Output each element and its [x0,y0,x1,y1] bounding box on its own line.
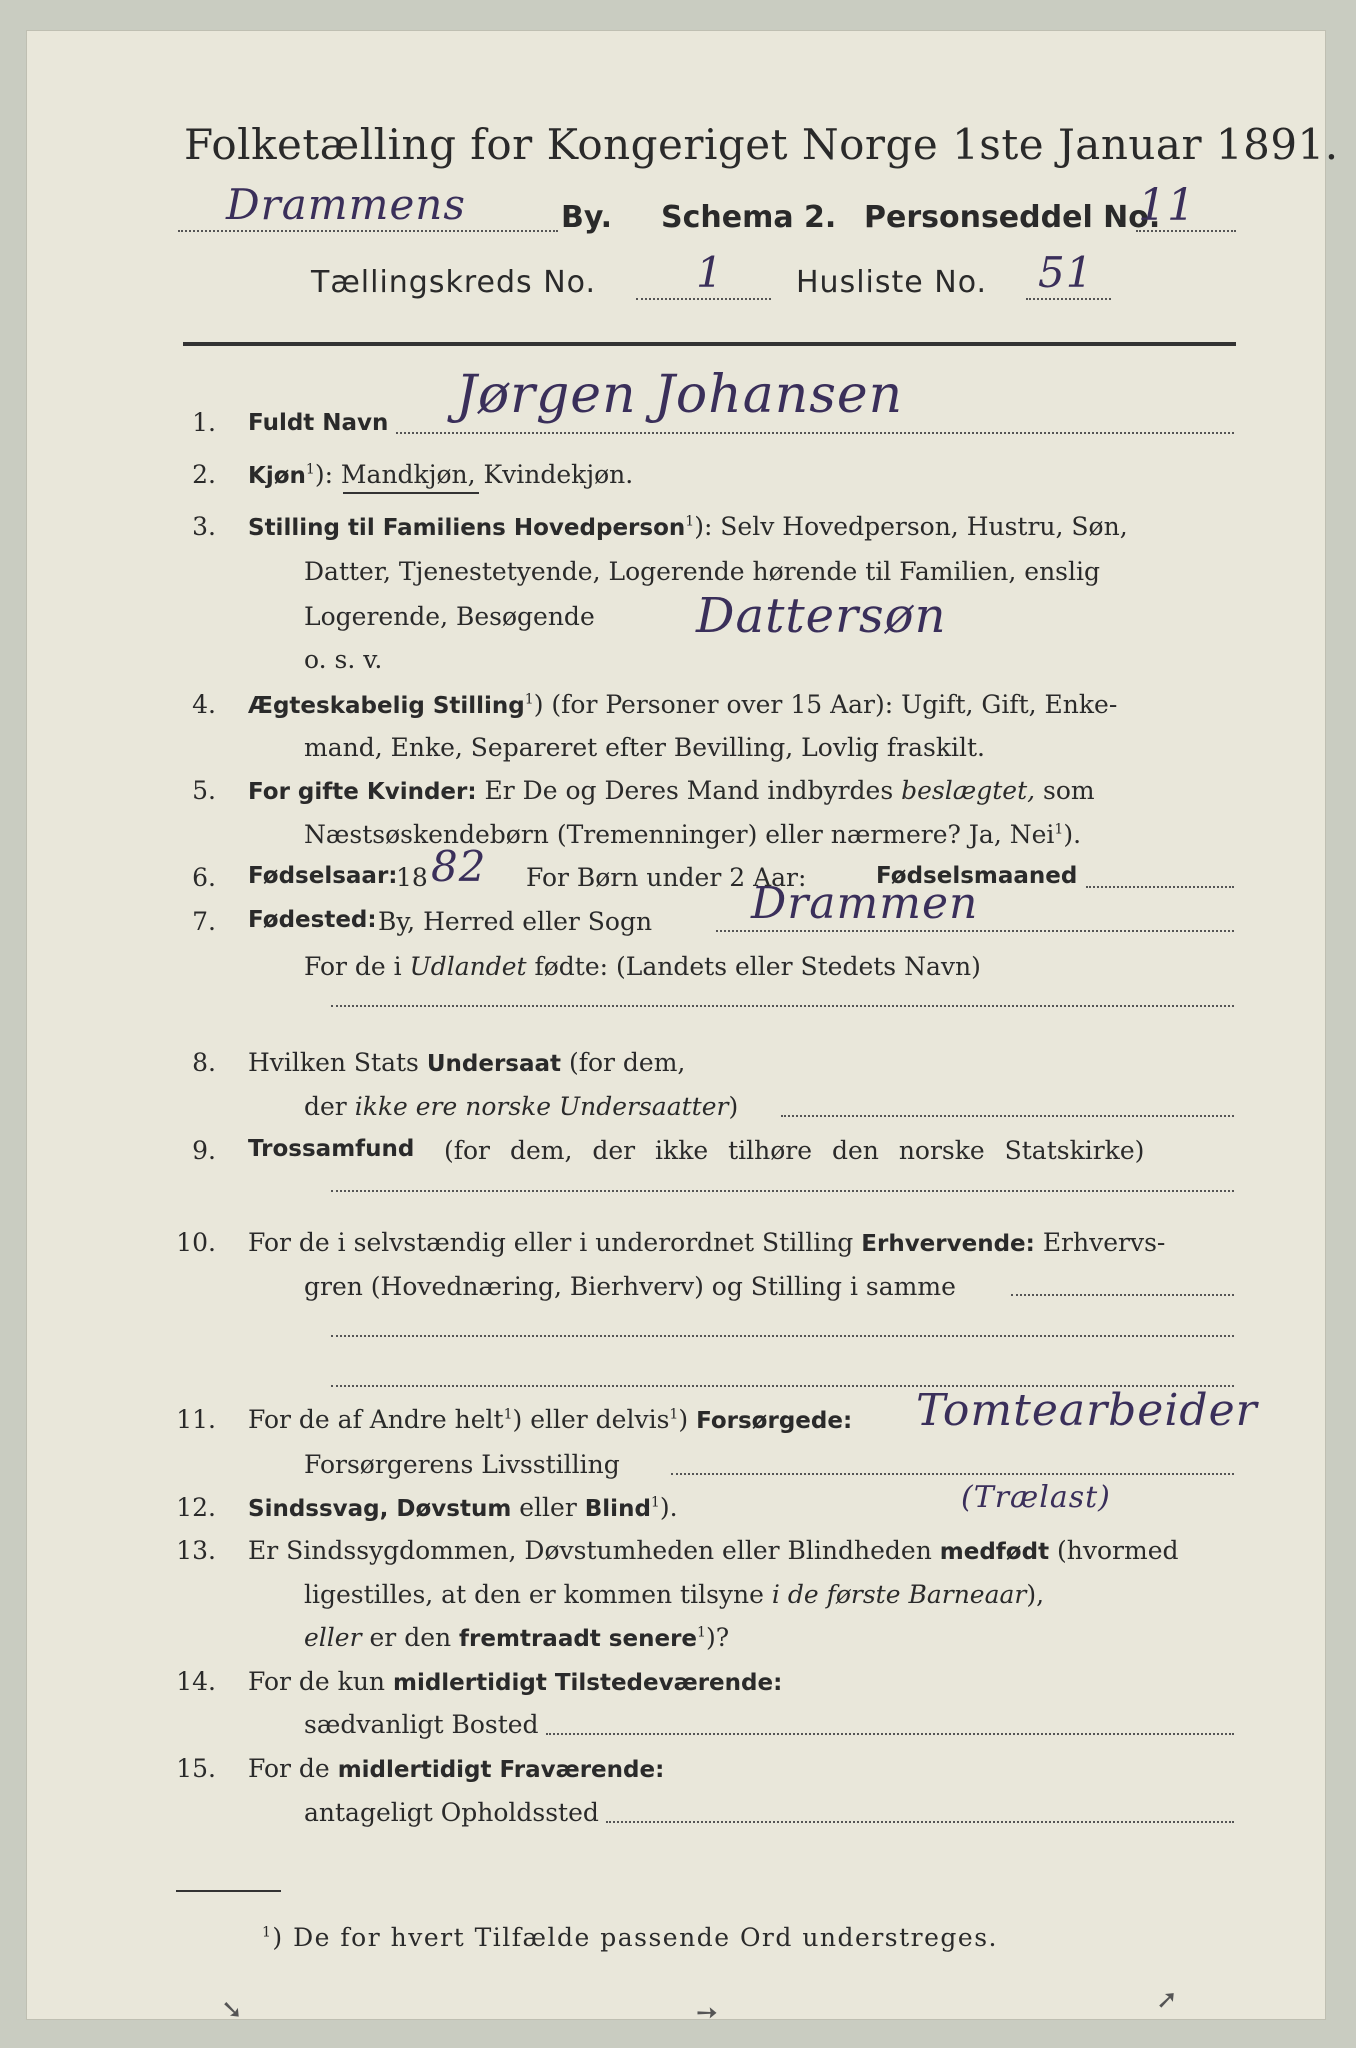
footnote-ref: 1 [669,1406,679,1423]
item-number-12: 12. [176,1493,216,1522]
medfodt-line3 [304,1623,729,1652]
name-handwritten: Jørgen Johansen [456,365,904,425]
mandkjon-underline [343,492,479,494]
fuldt-navn-line [396,432,1234,434]
undersaat-row [248,1048,685,1077]
medfodt-line3-italic: eller [304,1623,362,1652]
gifte-kvinder-label: For gifte Kvinder: [248,779,477,805]
husliste-line [1026,298,1111,300]
forsorgede-pre: For de af Andre helt [248,1405,504,1434]
trossamfund-label: Trossamfund [248,1136,415,1162]
kjon-row [248,460,633,489]
forsorgede-label: Forsørgede: [696,1408,853,1434]
undersaat-post: (for dem, [568,1048,686,1077]
by-label: By. [561,200,613,235]
tilstede-pre: For de kun [248,1667,386,1696]
margin-mark-center: ➙ [696,1998,718,2028]
trossamfund-text: (for dem, der ikke tilhøre den norske Statskirke) [444,1136,1145,1165]
udlandet-pre: For de i [304,952,402,981]
udlandet-line [331,1005,1234,1007]
stilling-line4: o. s. v. [304,645,383,674]
undersaat-line2 [304,1092,738,1121]
medfodt-line2-close: ), [1026,1580,1045,1609]
forsorger-livsstilling-label: Forsørgerens Livsstilling [304,1450,620,1479]
medfodt-line3-pre: er den [369,1623,452,1652]
closing-text: ). [1063,820,1082,849]
opholdssted-label: antageligt Opholdssted [304,1798,599,1827]
aegteskab-line2: mand, Enke, Separeret efter Bevilling, Lovlig fraskilt. [304,733,985,762]
kjon-label: Kjøn [248,463,306,489]
kreds-line [636,298,771,300]
medfodt-line2-pre: ligestilles, at den er kommen tilsyne [304,1580,764,1609]
stilling-line3: Logerende, Besøgende [304,602,595,631]
medfodt-line2-italic: i de første Barneaar [771,1580,1027,1609]
husliste-label: Husliste No. [796,265,988,300]
fuldt-navn-label: Fuldt Navn [248,410,389,436]
personseddel-label: Personseddel No. [864,200,1161,235]
stilling-row [248,512,1128,541]
footnote-marker: 1 [262,1924,273,1941]
footnote-ref: 1 [503,1406,513,1423]
medfodt-line3-close: )? [705,1623,730,1652]
kreds-number-handwritten: 1 [696,248,724,297]
footnote-ref: 1 [685,513,695,530]
trossamfund-line [331,1190,1234,1192]
erhverv-line-a [1011,1294,1234,1296]
fodselsaar-label: Fødselsaar: [248,863,398,889]
udlandet-text: Udlandet [409,952,527,981]
fravaerende-pre: For de [248,1754,330,1783]
gifte-kvinder-question: Er De og Deres Mand indbyrdes [484,776,894,805]
stilling-label: Stilling til Familiens Hovedperson [248,515,686,541]
census-form-sheet [26,30,1339,2028]
erhverv-label: Erhvervende: [861,1231,1035,1257]
fodested-label: Fødested: [248,907,377,933]
footnote-ref: 1 [1054,821,1064,838]
item-number-2: 2. [192,460,216,489]
erhverv-pre: For de i selvstændig eller i underordnet Stilling [248,1228,854,1257]
tilstede-label: midlertidigt Tilstedeværende: [392,1670,783,1696]
erhverv-row [248,1228,1165,1257]
undersaat-line2-close: ) [728,1092,739,1121]
stilling-handwritten: Dattersøn [696,588,947,644]
fravaerende-row [248,1754,664,1783]
birthplace-handwritten: Drammen [751,878,979,929]
bosted-label: sædvanligt Bosted [304,1710,539,1739]
fodselsmaaned-label: Fødselsmaaned [876,863,1078,889]
undersaat-line2-pre: der [304,1092,347,1121]
item-number-8: 8. [192,1048,216,1077]
aegteskab-row [248,690,1117,719]
item-number-13: 13. [176,1536,216,1565]
footnote-rule [176,1890,281,1892]
udlandet-row [304,952,981,981]
undersaat-pre: Hvilken Stats [248,1048,419,1077]
blind-label: Blind [584,1496,651,1522]
tilstede-row [248,1667,782,1696]
undersaat-label: Undersaat [426,1051,562,1077]
fodselsmaaned-line [1086,886,1234,888]
header-rule [183,342,1236,346]
husliste-number-handwritten: 51 [1038,248,1094,297]
item-number-15: 15. [176,1754,216,1783]
fodested-options: By, Herred eller Sogn [378,907,653,936]
sindssvag-end: ). [659,1493,678,1522]
gifte-kvinder-line2-text: Næstsøskendebørn (Tremenninger) eller nærmere? Ja, Nei [304,820,1055,849]
footnote-ref: 1 [305,461,315,478]
margin-mark-right: ➚ [1156,1985,1178,2015]
kreds-label: Tællingskreds No. [311,265,596,300]
undersaat-line2-italic: ikke ere norske Undersaatter [354,1092,729,1121]
city-handwritten: Drammens [226,180,466,229]
medfodt-post: (hvormed [1057,1536,1179,1565]
medfodt-label: medfødt [939,1539,1050,1565]
forsorger-handwritten: Tomtearbeider [916,1385,1258,1436]
item-number-5: 5. [192,776,216,805]
city-line [178,230,558,232]
forsorger-line [671,1473,1234,1475]
fremtraadt-label: fremtraadt senere [459,1626,698,1652]
item-number-10: 10. [176,1228,216,1257]
sindssvag-row [248,1493,678,1522]
footnote [262,1923,998,1952]
forsorgede-row: For de af Andre helt$^1$) eller delvis$^1$) Forsørgede: [248,1405,853,1434]
gifte-kvinder-line2 [304,820,1081,849]
fodested-line [716,930,1234,932]
birth-year-handwritten: 82 [431,842,487,891]
erhverv-line2: gren (Hovednæring, Bierhverv) og Stilling i samme [304,1272,956,1301]
item-number-9: 9. [192,1136,216,1165]
udlandet-post: fødte: (Landets eller Stedets Navn) [534,952,981,981]
beslaegtet-text: beslægtet, [901,776,1036,805]
kjon-options: ): Mandkjøn, Kvindekjøn. [314,460,634,489]
item-number-1: 1. [192,408,216,437]
form-title: Folketælling for Kongeriget Norge 1ste Januar 1891. [184,120,1339,169]
fravaerende-label: midlertidigt Fraværende: [337,1757,665,1783]
item-number-7: 7. [192,907,216,936]
aegteskab-options: ) (for Personer over 15 Aar): Ugift, Gift, Enke- [533,690,1118,719]
footnote-text: ) De for hvert Tilfælde passende Ord understreges. [272,1923,998,1952]
forsorgede-mid: ) eller delvis [512,1405,670,1434]
item-number-14: 14. [176,1667,216,1696]
footnote-ref: 1 [650,1494,660,1511]
bosted-line [546,1733,1234,1735]
item-number-6: 6. [192,863,216,892]
gifte-kvinder-row [248,776,1095,805]
item-number-4: 4. [192,690,216,719]
sindssvag-label: Sindssvag, Døvstum [248,1496,512,1522]
erhverv-line-b [331,1335,1234,1337]
erhverv-post: Erhvervs- [1042,1228,1166,1257]
item-number-3: 3. [192,512,216,541]
fodselsaar-born: For Børn under 2 Aar: [526,863,807,892]
footnote-ref: 1 [524,691,534,708]
opholdssted-line [606,1821,1234,1823]
gifte-kvinder-som: som [1043,776,1095,805]
personseddel-number-handwritten: 11 [1138,180,1196,231]
fodselsaar-prefix: 18 [396,863,428,892]
footnote-ref: 1 [697,1624,706,1641]
schema-label: Schema 2. [661,200,837,235]
medfodt-line2 [304,1580,1044,1609]
stilling-options: ): Selv Hovedperson, Hustru, Søn, [694,512,1128,541]
aegteskab-label: Ægteskabelig Stilling [248,693,525,719]
margin-mark-left: ➘ [221,1995,243,2025]
forsorger-note-handwritten: (Trælast) [961,1480,1111,1515]
item-number-11: 11. [176,1405,216,1434]
stilling-line2: Datter, Tjenestetyende, Logerende hørende til Familien, enslig [304,557,1101,586]
undersaat-line [781,1115,1234,1117]
medfodt-pre: Er Sindssygdommen, Døvstumheden eller Blindheden [248,1536,932,1565]
medfodt-row [248,1536,1179,1565]
sindssvag-eller: eller [519,1493,577,1522]
